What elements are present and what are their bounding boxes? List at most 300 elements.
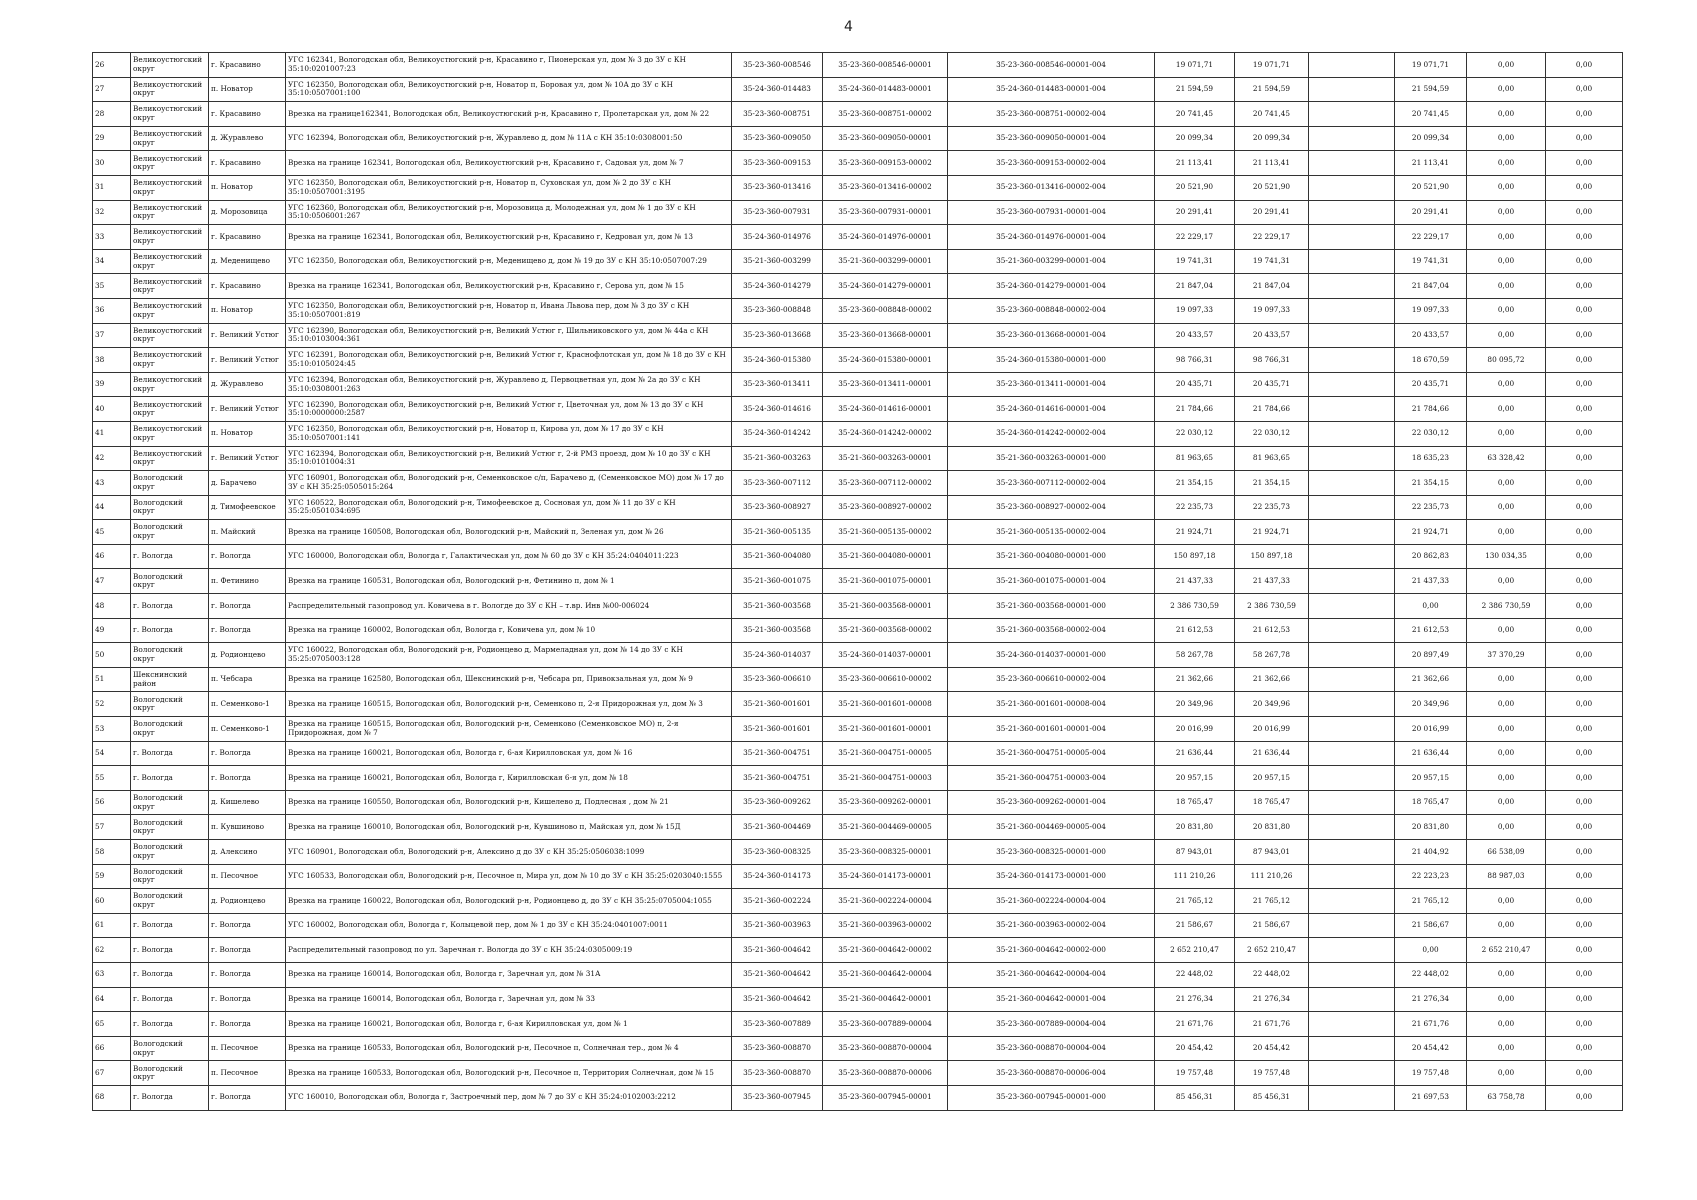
cell-row-number: 28 <box>93 102 131 127</box>
cell-cost-part-a: 0,00 <box>1395 938 1467 963</box>
cell-object-code: 35-23-360-008927 <box>732 495 823 520</box>
cell-section-code: 35-23-360-009153-00002 <box>823 151 948 176</box>
cell-cost-part-a: 21 697,53 <box>1395 1085 1467 1110</box>
cell-element-code: 35-23-360-007945-00001-000 <box>948 1085 1155 1110</box>
cell-settlement: д. Тимофеевское <box>209 495 286 520</box>
cell-cost-part-c: 0,00 <box>1546 1036 1623 1061</box>
cell-cost-part-c: 0,00 <box>1546 569 1623 594</box>
cell-total-cost: 21 594,59 <box>1155 77 1235 102</box>
cell-object-code: 35-23-360-013416 <box>732 175 823 200</box>
cell-cost-empty-column <box>1309 643 1395 668</box>
cell-settlement: г. Великий Устюг <box>209 323 286 348</box>
table-row <box>93 889 1623 914</box>
cell-row-number: 56 <box>93 790 131 815</box>
cell-cost-empty-column <box>1309 864 1395 889</box>
table-row <box>93 618 1623 643</box>
cell-cost-part-b: 63 758,78 <box>1467 1085 1546 1110</box>
cell-section-code: 35-21-360-004642-00002 <box>823 938 948 963</box>
table-row <box>93 913 1623 938</box>
object-register-table <box>92 52 1623 1111</box>
cell-cost-part-c: 0,00 <box>1546 913 1623 938</box>
cell-cost-total-2: 19 071,71 <box>1235 53 1309 78</box>
cell-municipality: Великоустюгский округ <box>131 102 209 127</box>
cell-cost-empty-column <box>1309 913 1395 938</box>
cell-total-cost: 2 386 730,59 <box>1155 594 1235 619</box>
table-row <box>93 987 1623 1012</box>
cell-cost-total-2: 20 099,34 <box>1235 126 1309 151</box>
cell-row-number: 39 <box>93 372 131 397</box>
cell-object-address: Врезка на границе 160021, Вологодская обл, Вологда г, 6-ая Кирилловская ул, дом № 16 <box>286 741 732 766</box>
table-row <box>93 225 1623 250</box>
cell-cost-empty-column <box>1309 495 1395 520</box>
cell-cost-empty-column <box>1309 569 1395 594</box>
cell-total-cost: 20 521,90 <box>1155 175 1235 200</box>
cell-total-cost: 21 671,76 <box>1155 1012 1235 1037</box>
cell-cost-part-b: 0,00 <box>1467 126 1546 151</box>
cell-cost-part-b: 0,00 <box>1467 618 1546 643</box>
cell-cost-part-b: 0,00 <box>1467 421 1546 446</box>
cell-row-number: 58 <box>93 840 131 865</box>
cell-cost-part-a: 21 354,15 <box>1395 471 1467 496</box>
cell-element-code: 35-23-360-008927-00002-004 <box>948 495 1155 520</box>
table-row <box>93 151 1623 176</box>
table-row <box>93 520 1623 545</box>
cell-object-code: 35-24-360-014242 <box>732 421 823 446</box>
cell-section-code: 35-21-360-004751-00005 <box>823 741 948 766</box>
cell-cost-total-2: 21 671,76 <box>1235 1012 1309 1037</box>
cell-settlement: п. Семенково-1 <box>209 692 286 717</box>
cell-cost-part-a: 22 229,17 <box>1395 225 1467 250</box>
cell-cost-part-a: 20 433,57 <box>1395 323 1467 348</box>
table-row <box>93 102 1623 127</box>
cell-element-code: 35-21-360-002224-00004-004 <box>948 889 1155 914</box>
cell-element-code: 35-23-360-009262-00001-004 <box>948 790 1155 815</box>
cell-cost-part-a: 21 784,66 <box>1395 397 1467 422</box>
cell-element-code: 35-23-360-006610-00002-004 <box>948 667 1155 692</box>
cell-cost-empty-column <box>1309 77 1395 102</box>
cell-element-code: 35-23-360-009050-00001-004 <box>948 126 1155 151</box>
cell-object-address: УГС 162360, Вологодская обл, Великоустюгский р-н, Морозовица д, Молодежная ул, дом № 1 до ЗУ с КН 35:10:0506001:267 <box>286 200 732 225</box>
cell-municipality: Великоустюгский округ <box>131 77 209 102</box>
cell-row-number: 38 <box>93 348 131 373</box>
cell-cost-part-b: 0,00 <box>1467 397 1546 422</box>
cell-cost-part-b: 0,00 <box>1467 667 1546 692</box>
cell-section-code: 35-23-360-007945-00001 <box>823 1085 948 1110</box>
cell-municipality: Вологодский округ <box>131 840 209 865</box>
cell-cost-part-b: 0,00 <box>1467 790 1546 815</box>
cell-object-address: Врезка на границе 160515, Вологодская обл, Вологодский р-н, Семенково (Семенковское МО) п, 2-я Придорожная, дом № 7 <box>286 717 732 742</box>
cell-cost-part-a: 21 586,67 <box>1395 913 1467 938</box>
cell-object-address: УГС 162350, Вологодская обл, Великоустюгский р-н, Новатор п, Ивана Львова пер, дом № 3 до ЗУ с КН 35:10:0507001:819 <box>286 298 732 323</box>
cell-section-code: 35-23-360-009050-00001 <box>823 126 948 151</box>
cell-settlement: д. Меденищево <box>209 249 286 274</box>
cell-cost-total-2: 19 757,48 <box>1235 1061 1309 1086</box>
cell-settlement: п. Песочное <box>209 864 286 889</box>
cell-cost-part-a: 19 097,33 <box>1395 298 1467 323</box>
cell-element-code: 35-21-360-004642-00004-004 <box>948 962 1155 987</box>
cell-cost-part-c: 0,00 <box>1546 692 1623 717</box>
cell-section-code: 35-24-360-014483-00001 <box>823 77 948 102</box>
cell-element-code: 35-24-360-014242-00002-004 <box>948 421 1155 446</box>
cell-cost-part-b: 0,00 <box>1467 175 1546 200</box>
cell-cost-part-b: 80 095,72 <box>1467 348 1546 373</box>
cell-section-code: 35-21-360-001601-00001 <box>823 717 948 742</box>
cell-cost-part-c: 0,00 <box>1546 495 1623 520</box>
cell-cost-part-a: 21 594,59 <box>1395 77 1467 102</box>
table-row <box>93 200 1623 225</box>
cell-total-cost: 2 652 210,47 <box>1155 938 1235 963</box>
cell-section-code: 35-23-360-006610-00002 <box>823 667 948 692</box>
cell-settlement: г. Красавино <box>209 102 286 127</box>
cell-element-code: 35-24-360-014976-00001-004 <box>948 225 1155 250</box>
table-row <box>93 446 1623 471</box>
table-row <box>93 298 1623 323</box>
cell-cost-part-a: 20 349,96 <box>1395 692 1467 717</box>
cell-cost-part-a: 21 847,04 <box>1395 274 1467 299</box>
cell-settlement: п. Новатор <box>209 298 286 323</box>
cell-cost-total-2: 98 766,31 <box>1235 348 1309 373</box>
cell-cost-empty-column <box>1309 102 1395 127</box>
cell-cost-total-2: 22 235,73 <box>1235 495 1309 520</box>
cell-cost-empty-column <box>1309 298 1395 323</box>
table-row <box>93 77 1623 102</box>
cell-object-address: Врезка на границе 160533, Вологодская обл, Вологодский р-н, Песочное п, Солнечная тер., дом № 4 <box>286 1036 732 1061</box>
cell-cost-part-c: 0,00 <box>1546 864 1623 889</box>
cell-cost-total-2: 20 454,42 <box>1235 1036 1309 1061</box>
cell-cost-empty-column <box>1309 667 1395 692</box>
cell-total-cost: 22 448,02 <box>1155 962 1235 987</box>
cell-settlement: г. Великий Устюг <box>209 446 286 471</box>
cell-settlement: г. Вологда <box>209 987 286 1012</box>
cell-cost-empty-column <box>1309 938 1395 963</box>
cell-section-code: 35-21-360-002224-00004 <box>823 889 948 914</box>
cell-cost-part-a: 20 831,80 <box>1395 815 1467 840</box>
cell-total-cost: 21 636,44 <box>1155 741 1235 766</box>
cell-cost-part-b: 0,00 <box>1467 987 1546 1012</box>
cell-cost-part-b: 63 328,42 <box>1467 446 1546 471</box>
table-row <box>93 372 1623 397</box>
cell-section-code: 35-23-360-008325-00001 <box>823 840 948 865</box>
table-row <box>93 717 1623 742</box>
cell-object-code: 35-21-360-004642 <box>732 987 823 1012</box>
cell-cost-part-a: 20 897,49 <box>1395 643 1467 668</box>
cell-total-cost: 20 741,45 <box>1155 102 1235 127</box>
cell-cost-part-a: 19 757,48 <box>1395 1061 1467 1086</box>
cell-element-code: 35-21-360-003263-00001-000 <box>948 446 1155 471</box>
table-row <box>93 53 1623 78</box>
cell-section-code: 35-21-360-004751-00003 <box>823 766 948 791</box>
cell-cost-empty-column <box>1309 1012 1395 1037</box>
cell-section-code: 35-21-360-003568-00002 <box>823 618 948 643</box>
cell-cost-part-c: 0,00 <box>1546 594 1623 619</box>
cell-row-number: 62 <box>93 938 131 963</box>
cell-cost-part-a: 21 671,76 <box>1395 1012 1467 1037</box>
cell-row-number: 61 <box>93 913 131 938</box>
cell-settlement: д. Барачево <box>209 471 286 496</box>
cell-cost-part-b: 0,00 <box>1467 520 1546 545</box>
cell-total-cost: 21 847,04 <box>1155 274 1235 299</box>
cell-municipality: Великоустюгский округ <box>131 446 209 471</box>
cell-cost-empty-column <box>1309 225 1395 250</box>
cell-row-number: 46 <box>93 544 131 569</box>
cell-cost-part-c: 0,00 <box>1546 151 1623 176</box>
cell-settlement: п. Новатор <box>209 175 286 200</box>
cell-settlement: г. Вологда <box>209 544 286 569</box>
cell-cost-part-b: 0,00 <box>1467 200 1546 225</box>
cell-cost-part-b: 0,00 <box>1467 323 1546 348</box>
cell-section-code: 35-24-360-014037-00001 <box>823 643 948 668</box>
cell-municipality: Великоустюгский округ <box>131 225 209 250</box>
cell-section-code: 35-23-360-008751-00002 <box>823 102 948 127</box>
cell-settlement: п. Кувшиново <box>209 815 286 840</box>
cell-total-cost: 85 456,31 <box>1155 1085 1235 1110</box>
cell-cost-part-b: 0,00 <box>1467 1012 1546 1037</box>
cell-cost-empty-column <box>1309 1061 1395 1086</box>
cell-section-code: 35-21-360-003963-00002 <box>823 913 948 938</box>
cell-object-address: Врезка на границе 160014, Вологодская обл, Вологда г, Заречная ул, дом № 31А <box>286 962 732 987</box>
cell-cost-part-a: 20 862,83 <box>1395 544 1467 569</box>
cell-cost-total-2: 20 741,45 <box>1235 102 1309 127</box>
cell-total-cost: 19 071,71 <box>1155 53 1235 78</box>
cell-object-code: 35-23-360-008870 <box>732 1036 823 1061</box>
cell-municipality: Великоустюгский округ <box>131 249 209 274</box>
cell-object-address: УГС 160000, Вологодская обл, Вологда г, Галактическая ул, дом № 60 до ЗУ с КН 35:24:0404011:223 <box>286 544 732 569</box>
cell-municipality: Великоустюгский округ <box>131 372 209 397</box>
cell-cost-part-b: 0,00 <box>1467 741 1546 766</box>
cell-row-number: 55 <box>93 766 131 791</box>
cell-cost-empty-column <box>1309 151 1395 176</box>
cell-cost-part-b: 0,00 <box>1467 889 1546 914</box>
cell-cost-part-a: 21 612,53 <box>1395 618 1467 643</box>
cell-municipality: Вологодский округ <box>131 692 209 717</box>
cell-element-code: 35-23-360-013416-00002-004 <box>948 175 1155 200</box>
cell-section-code: 35-23-360-007931-00001 <box>823 200 948 225</box>
cell-cost-part-a: 21 362,66 <box>1395 667 1467 692</box>
cell-object-code: 35-24-360-014976 <box>732 225 823 250</box>
cell-cost-part-c: 0,00 <box>1546 544 1623 569</box>
cell-object-address: УГС 160533, Вологодская обл, Вологодский р-н, Песочное п, Мира ул, дом № 10 до ЗУ с КН 35:25:0203040:1555 <box>286 864 732 889</box>
cell-cost-empty-column <box>1309 962 1395 987</box>
table-row <box>93 766 1623 791</box>
cell-municipality: г. Вологда <box>131 962 209 987</box>
cell-cost-part-b: 0,00 <box>1467 495 1546 520</box>
cell-settlement: п. Новатор <box>209 421 286 446</box>
cell-element-code: 35-23-360-007931-00001-004 <box>948 200 1155 225</box>
cell-object-code: 35-23-360-013411 <box>732 372 823 397</box>
cell-settlement: п. Майский <box>209 520 286 545</box>
cell-cost-part-a: 19 071,71 <box>1395 53 1467 78</box>
cell-settlement: г. Вологда <box>209 594 286 619</box>
table-row <box>93 544 1623 569</box>
cell-object-code: 35-23-360-008870 <box>732 1061 823 1086</box>
cell-object-code: 35-21-360-003299 <box>732 249 823 274</box>
cell-cost-total-2: 21 636,44 <box>1235 741 1309 766</box>
cell-object-address: УГС 160002, Вологодская обл, Вологда г, Колыцевой пер, дом № 1 до ЗУ с КН 35:24:0401007:0011 <box>286 913 732 938</box>
cell-section-code: 35-23-360-008927-00002 <box>823 495 948 520</box>
cell-cost-part-c: 0,00 <box>1546 126 1623 151</box>
cell-total-cost: 20 349,96 <box>1155 692 1235 717</box>
cell-row-number: 44 <box>93 495 131 520</box>
cell-cost-empty-column <box>1309 618 1395 643</box>
cell-cost-total-2: 21 276,34 <box>1235 987 1309 1012</box>
cell-object-address: Врезка на границе 160508, Вологодская обл, Вологодский р-н, Майский п, Зеленая ул, дом № 26 <box>286 520 732 545</box>
cell-object-code: 35-23-360-008848 <box>732 298 823 323</box>
cell-section-code: 35-23-360-007889-00004 <box>823 1012 948 1037</box>
cell-municipality: Великоустюгский округ <box>131 298 209 323</box>
cell-total-cost: 20 099,34 <box>1155 126 1235 151</box>
cell-settlement: п. Новатор <box>209 77 286 102</box>
table-row <box>93 495 1623 520</box>
cell-element-code: 35-21-360-003568-00001-000 <box>948 594 1155 619</box>
cell-row-number: 35 <box>93 274 131 299</box>
cell-total-cost: 19 741,31 <box>1155 249 1235 274</box>
cell-cost-empty-column <box>1309 520 1395 545</box>
cell-object-address: Врезка на границе 160010, Вологодская обл, Вологодский р-н, Кувшиново п, Майская ул, дом № 15Д <box>286 815 732 840</box>
cell-cost-part-a: 20 454,42 <box>1395 1036 1467 1061</box>
cell-total-cost: 21 924,71 <box>1155 520 1235 545</box>
cell-object-code: 35-24-360-014037 <box>732 643 823 668</box>
cell-total-cost: 21 612,53 <box>1155 618 1235 643</box>
cell-municipality: г. Вологда <box>131 1085 209 1110</box>
cell-row-number: 63 <box>93 962 131 987</box>
cell-total-cost: 98 766,31 <box>1155 348 1235 373</box>
cell-element-code: 35-23-360-008848-00002-004 <box>948 298 1155 323</box>
cell-total-cost: 19 757,48 <box>1155 1061 1235 1086</box>
cell-total-cost: 20 016,99 <box>1155 717 1235 742</box>
cell-section-code: 35-21-360-001601-00008 <box>823 692 948 717</box>
cell-object-code: 35-23-360-008751 <box>732 102 823 127</box>
cell-cost-part-c: 0,00 <box>1546 175 1623 200</box>
cell-object-address: УГС 160010, Вологодская обл, Вологда г, Застроечный пер, дом № 7 до ЗУ с КН 35:24:0102003:2212 <box>286 1085 732 1110</box>
cell-row-number: 48 <box>93 594 131 619</box>
cell-cost-total-2: 21 354,15 <box>1235 471 1309 496</box>
cell-cost-part-c: 0,00 <box>1546 987 1623 1012</box>
cell-cost-part-b: 0,00 <box>1467 913 1546 938</box>
cell-object-address: УГС 162390, Вологодская обл, Великоустюгский р-н, Великий Устюг г, Цветочная ул, дом № 13 до ЗУ с КН 35:10:0000000:2587 <box>286 397 732 422</box>
cell-municipality: Великоустюгский округ <box>131 323 209 348</box>
cell-cost-part-b: 0,00 <box>1467 249 1546 274</box>
cell-cost-part-b: 2 386 730,59 <box>1467 594 1546 619</box>
cell-cost-part-b: 0,00 <box>1467 372 1546 397</box>
cell-object-address: Врезка на границе 160531, Вологодская обл, Вологодский р-н, Фетинино п, дом № 1 <box>286 569 732 594</box>
cell-cost-empty-column <box>1309 274 1395 299</box>
cell-object-address: Врезка на границе 162341, Вологодская обл, Великоустюгский р-н, Красавино г, Серова ул, дом № 15 <box>286 274 732 299</box>
cell-object-code: 35-21-360-004642 <box>732 962 823 987</box>
cell-total-cost: 150 897,18 <box>1155 544 1235 569</box>
cell-object-code: 35-23-360-007931 <box>732 200 823 225</box>
cell-cost-part-a: 19 741,31 <box>1395 249 1467 274</box>
cell-cost-part-c: 0,00 <box>1546 717 1623 742</box>
cell-object-address: Врезка на границе 162341, Вологодская обл, Великоустюгский р-н, Красавино г, Кедровая ул, дом № 13 <box>286 225 732 250</box>
cell-object-address: Врезка на границе 160021, Вологодская обл, Вологда г, Кирилловская 6-я ул, дом № 18 <box>286 766 732 791</box>
cell-element-code: 35-21-360-003963-00002-004 <box>948 913 1155 938</box>
cell-cost-part-c: 0,00 <box>1546 1085 1623 1110</box>
cell-cost-part-b: 0,00 <box>1467 298 1546 323</box>
cell-row-number: 52 <box>93 692 131 717</box>
cell-cost-part-c: 0,00 <box>1546 323 1623 348</box>
cell-cost-total-2: 2 652 210,47 <box>1235 938 1309 963</box>
cell-cost-part-c: 0,00 <box>1546 1012 1623 1037</box>
cell-object-address: Врезка на границе 162341, Вологодская обл, Великоустюгский р-н, Красавино г, Садовая ул, дом № 7 <box>286 151 732 176</box>
cell-total-cost: 19 097,33 <box>1155 298 1235 323</box>
cell-object-code: 35-21-360-001075 <box>732 569 823 594</box>
table-row <box>93 692 1623 717</box>
cell-total-cost: 18 765,47 <box>1155 790 1235 815</box>
cell-cost-part-a: 20 957,15 <box>1395 766 1467 791</box>
cell-municipality: Великоустюгский округ <box>131 53 209 78</box>
table-row <box>93 1085 1623 1110</box>
cell-municipality: Великоустюгский округ <box>131 126 209 151</box>
cell-object-address: УГС 160901, Вологодская обл, Вологодский р-н, Алексино д до ЗУ с КН 35:25:0506038:1099 <box>286 840 732 865</box>
cell-row-number: 40 <box>93 397 131 422</box>
cell-total-cost: 20 831,80 <box>1155 815 1235 840</box>
cell-row-number: 50 <box>93 643 131 668</box>
cell-cost-part-c: 0,00 <box>1546 667 1623 692</box>
cell-settlement: п. Чебсара <box>209 667 286 692</box>
table-row <box>93 175 1623 200</box>
cell-municipality: Вологодский округ <box>131 495 209 520</box>
cell-object-address: УГС 162394, Вологодская обл, Великоустюгский р-н, Великий Устюг г, 2-й РМЗ проезд, дом № 10 до ЗУ с КН 35:10:0101004:31 <box>286 446 732 471</box>
cell-municipality: Шекснинский район <box>131 667 209 692</box>
cell-cost-empty-column <box>1309 126 1395 151</box>
cell-cost-part-b: 0,00 <box>1467 766 1546 791</box>
cell-settlement: д. Алексино <box>209 840 286 865</box>
cell-row-number: 37 <box>93 323 131 348</box>
cell-total-cost: 21 784,66 <box>1155 397 1235 422</box>
cell-cost-part-a: 21 113,41 <box>1395 151 1467 176</box>
cell-section-code: 35-21-360-001075-00001 <box>823 569 948 594</box>
cell-element-code: 35-23-360-009153-00002-004 <box>948 151 1155 176</box>
cell-cost-part-c: 0,00 <box>1546 520 1623 545</box>
cell-cost-part-c: 0,00 <box>1546 618 1623 643</box>
cell-element-code: 35-23-360-008546-00001-004 <box>948 53 1155 78</box>
cell-cost-empty-column <box>1309 372 1395 397</box>
cell-cost-empty-column <box>1309 200 1395 225</box>
cell-object-code: 35-23-360-006610 <box>732 667 823 692</box>
cell-settlement: г. Вологда <box>209 741 286 766</box>
cell-object-code: 35-21-360-003263 <box>732 446 823 471</box>
cell-total-cost: 21 586,67 <box>1155 913 1235 938</box>
cell-section-code: 35-24-360-014616-00001 <box>823 397 948 422</box>
cell-object-address: УГС 162391, Вологодская обл, Великоустюгский р-н, Великий Устюг г, Краснофлотская ул, дом № 18 до ЗУ с КН 35:10:0105024:45 <box>286 348 732 373</box>
cell-cost-part-c: 0,00 <box>1546 643 1623 668</box>
page-number: 4 <box>844 19 853 35</box>
cell-settlement: п. Семенково-1 <box>209 717 286 742</box>
cell-cost-total-2: 21 437,33 <box>1235 569 1309 594</box>
cell-settlement: г. Вологда <box>209 1085 286 1110</box>
cell-cost-part-c: 0,00 <box>1546 102 1623 127</box>
cell-cost-part-b: 2 652 210,47 <box>1467 938 1546 963</box>
cell-object-address: Врезка на границе 160550, Вологодская обл, Вологодский р-н, Кишелево д, Подлесная , дом № 21 <box>286 790 732 815</box>
cell-cost-part-c: 0,00 <box>1546 53 1623 78</box>
cell-total-cost: 20 435,71 <box>1155 372 1235 397</box>
table-row <box>93 938 1623 963</box>
cell-element-code: 35-23-360-008325-00001-000 <box>948 840 1155 865</box>
cell-total-cost: 20 454,42 <box>1155 1036 1235 1061</box>
cell-cost-part-c: 0,00 <box>1546 225 1623 250</box>
cell-cost-empty-column <box>1309 692 1395 717</box>
cell-cost-part-b: 130 034,35 <box>1467 544 1546 569</box>
cell-object-address: Распределительный газопровод по ул. Заречная г. Вологда до ЗУ с КН 35:24:0305009:19 <box>286 938 732 963</box>
cell-object-code: 35-21-360-004080 <box>732 544 823 569</box>
cell-section-code: 35-24-360-014976-00001 <box>823 225 948 250</box>
cell-row-number: 42 <box>93 446 131 471</box>
cell-section-code: 35-23-360-008848-00002 <box>823 298 948 323</box>
cell-object-code: 35-21-360-001601 <box>732 717 823 742</box>
cell-municipality: г. Вологда <box>131 741 209 766</box>
cell-element-code: 35-21-360-001601-00001-004 <box>948 717 1155 742</box>
cell-object-code: 35-24-360-015380 <box>732 348 823 373</box>
